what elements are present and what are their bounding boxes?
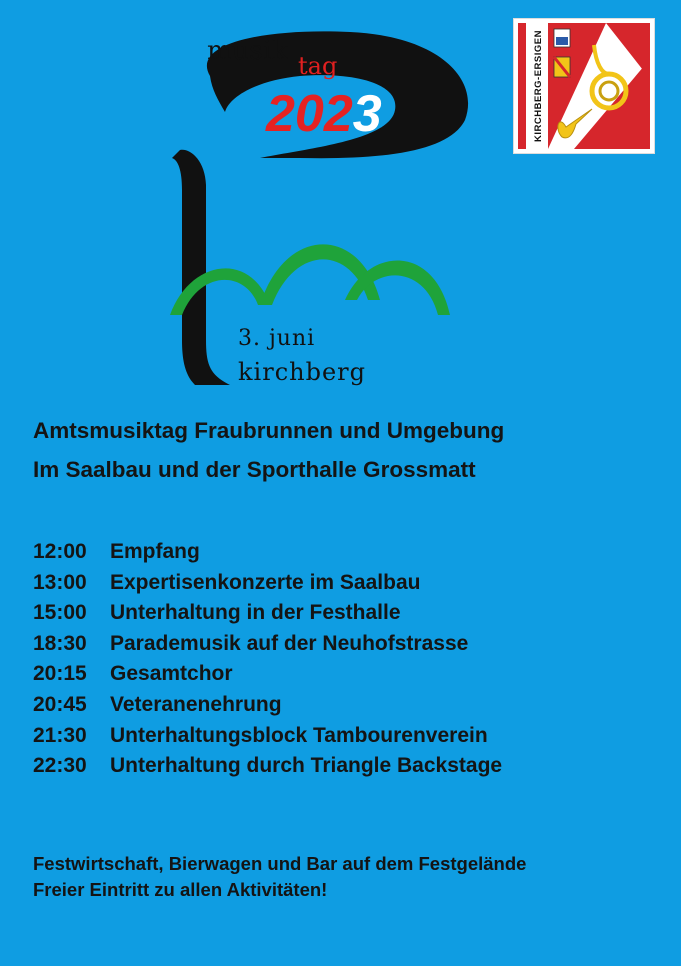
emblem-side-label: KIRCHBERG-ERSIGEN (533, 30, 544, 142)
schedule-event: Unterhaltung in der Festhalle (110, 601, 401, 625)
schedule-time: 20:15 (33, 662, 87, 686)
schedule-list (33, 540, 502, 785)
schedule-item (33, 754, 502, 785)
schedule-time: 20:45 (33, 692, 87, 716)
schedule-event: Gesamtchor (110, 662, 233, 686)
schedule-item (33, 540, 502, 571)
footer-catering: Festwirtschaft, Bierwagen und Bar auf dem Festgelände (33, 853, 527, 874)
schedule-event: Veteranenehrung (110, 692, 282, 716)
club-emblem (513, 18, 655, 154)
logo-hill (260, 244, 380, 305)
schedule-event: Unterhaltung durch Triangle Backstage (110, 754, 503, 778)
event-title: Amtsmusiktag Fraubrunnen und Umgebung (33, 418, 505, 443)
schedule-item (33, 693, 502, 724)
schedule-event: Expertisenkonzerte im Saalbau (110, 570, 421, 594)
schedule-time: 13:00 (33, 570, 87, 594)
schedule-event: Empfang (110, 540, 200, 563)
logo-word-musik: musik (207, 36, 289, 66)
footer-free-entry: Freier Eintritt zu allen Aktivitäten! (33, 879, 328, 900)
logo-year-white: 3 (352, 85, 382, 143)
schedule-item (33, 724, 502, 755)
logo-date: 3. juni (238, 326, 316, 351)
schedule-time: 21:30 (33, 723, 87, 747)
logo-word-tag: tag (298, 52, 338, 80)
horn-icon (592, 74, 626, 108)
event-venue: Im Saalbau und der Sporthalle Grossmatt (33, 457, 476, 482)
schedule-event: Parademusik auf der Neuhofstrasse (110, 631, 469, 655)
schedule-event: Unterhaltungsblock Tambourenverein (110, 723, 488, 747)
logo-year-red: 202 (266, 85, 353, 143)
logo-place: kirchberg (238, 358, 366, 386)
schedule-time: 22:30 (33, 754, 87, 778)
schedule-item (33, 632, 502, 663)
schedule-item (33, 662, 502, 693)
schedule-time: 18:30 (33, 631, 87, 655)
logo-year (266, 84, 382, 144)
schedule-time: 12:00 (33, 540, 87, 563)
schedule-time: 15:00 (33, 601, 87, 625)
schedule-item (33, 571, 502, 602)
logo-p-stem (172, 150, 230, 385)
schedule-item (33, 601, 502, 632)
